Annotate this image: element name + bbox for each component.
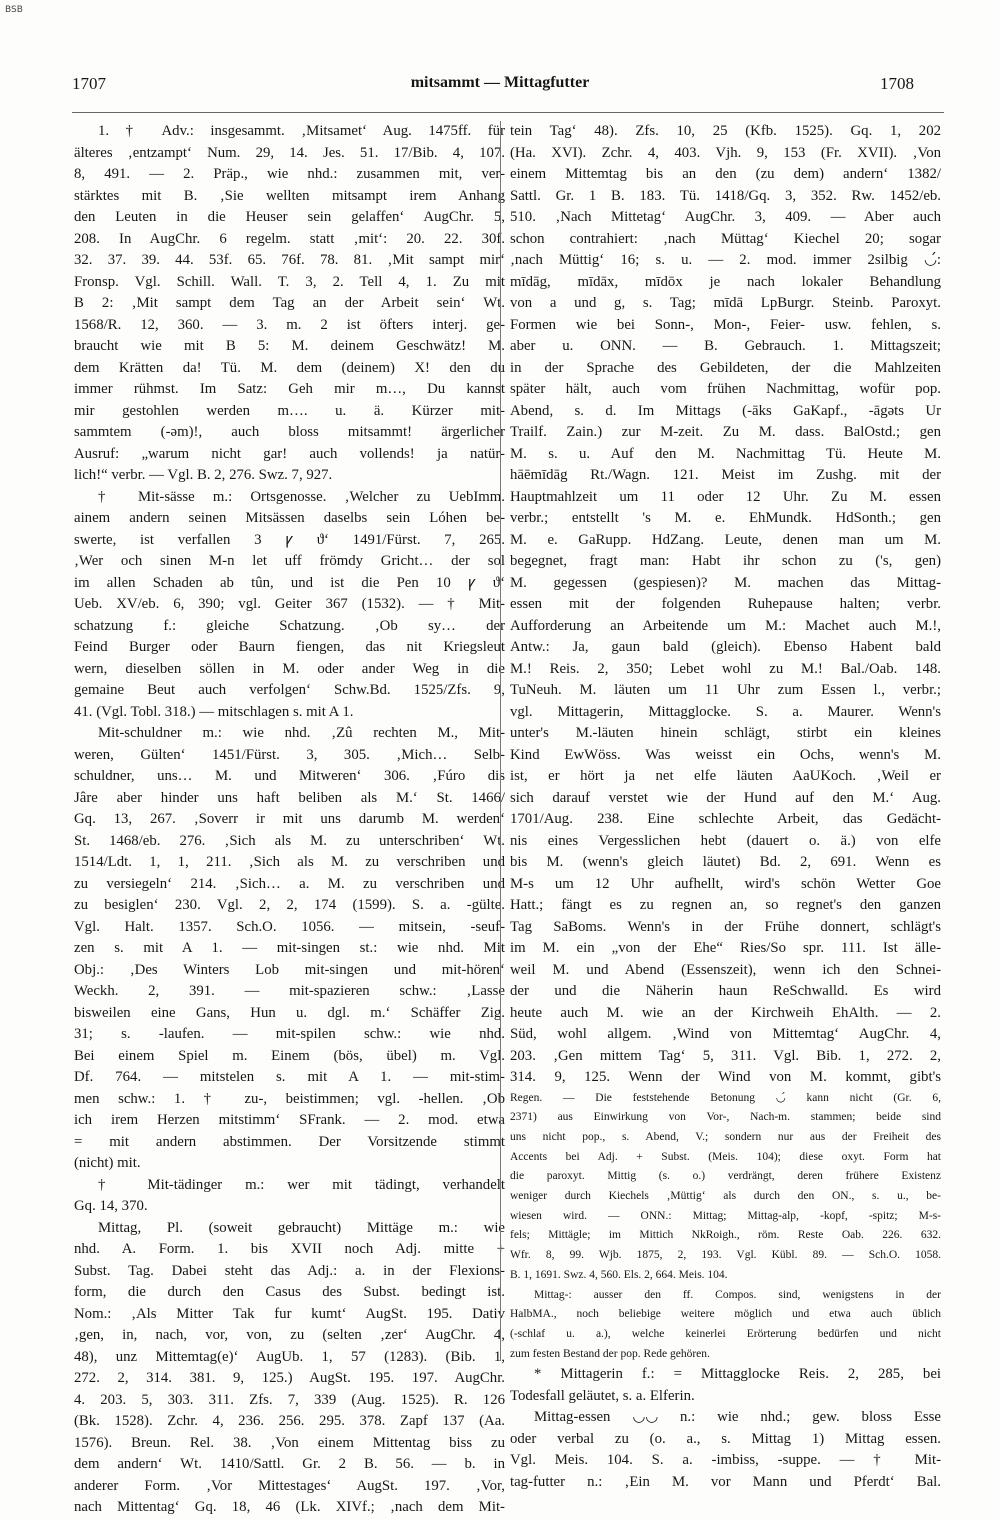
text-line: zum festen Bestand der pop. Rede gehören. [510,1347,710,1360]
text-line: Mittag-essen ◡◡ n.: wie nhd.; gew. bloss Esse [534,1409,941,1426]
text-line: 510. ‚Nach Mittetag‘ AugChr. 3, 409. — Aber auch [510,209,941,225]
text-line: Mittag-: ausser den ff. Compos. sind, wenigstens in der [534,1288,941,1301]
header-rule [72,112,944,113]
text-line: sich darauf verstet wie der Hund auf den M.‘ Aug. [510,789,941,806]
text-line: ich irem Herzen mitstimm‘ SFrank. — 2. mod. etwa [74,1112,505,1128]
text-line: M. e. GaRupp. HdZang. Leute, denen man um M. [510,531,941,548]
text-line: M. gegessen (gespiesen)? M. machen das Mittag- [510,574,941,591]
text-line: vgl. Mittagerin, Mittagglocke. S. a. Maurer. Wenn's [510,703,941,720]
text-line: einem Mittemtag bis an den (zu dem) andern‘ 1382/ [510,166,941,182]
text-line: nhd. A. Form. 1. bis XVII noch Adj. mitte + [74,1241,505,1257]
text-line: Sattl. Gr. 1 B. 183. Tü. 1418/Gq. 3, 352. Rw. 1452/eb. [510,187,941,204]
text-line: zen s. mit A 1. — mit-singen st.: wie nhd. Mit [74,940,505,956]
text-line: Subst. Tag. Dabei steht das Adj.: a. in der Flexions- [74,1262,505,1279]
text-line: in der Sprache des Gebildeten, der die Mahlzeiten [510,359,941,376]
text-line: schon contrahiert: ‚nach Müttag‘ Kiechel 20; sogar [510,230,941,247]
text-line: bis M. (wenn's gleich läutet) Bd. 2, 691. Wenn es [510,854,941,870]
text-line: von a und g, s. Tag; mīdā LpBurgr. Steinb. Paroxyt. [510,295,941,311]
text-line: braucht wie mit B 5: M. deinem Geschwätz! M. [74,338,505,354]
running-head: mitsammt — Mittagfutter [410,74,590,91]
text-line: weil M. und Abend (Essenszeit), wenn ich den Schnei- [510,961,941,978]
text-line: Obj.: ‚Des Winters Lob mit-singen und mit-hören‘ [74,961,505,978]
text-line: nis eines Vergesslichen hebt (dauert o. ä.) von elfe [510,832,941,849]
text-line: zu versiegeln‘ 214. ‚Sich… a. M. zu verschriben und [74,875,505,892]
text-line: 1514/Ldt. 1, 1, 211. ‚Sich als M. zu verschriben und [74,854,505,870]
text-line: 48), unz Mittemtag(e)‘ AugUb. 1, 57 (1283). (Bib. 1, [74,1348,505,1365]
text-line: ‚gen, in, nach, vor, von, zu (selten ‚zer‘ AugChr. 4, [74,1327,505,1343]
text-line: 41. (Vgl. Tobl. 318.) — mitschlagen s. mit A 1. [74,703,354,720]
text-line: heute auch M. wie an der Kirchweih EhAlth. — 2. [510,1004,941,1021]
text-line: bisweilen eine Gans, Hun u. dgl. m.‘ Schäffer Zig. [74,1004,505,1021]
text-line: stärktes mit B. ‚Sie wellten mitsampt irem Anhang [74,187,505,204]
text-line: Jâre aber hinder uns haft beliben als M.‘ St. 1466/ [74,789,505,806]
text-line: M. s. u. Auf den M. Nachmittag Tü. Heute M. [510,445,941,462]
text-line: Fronsp. Vgl. Schill. Wall. T. 3, 2. Tell 4, 1. Zu mit [74,273,505,290]
text-line: 2371) aus Einwirkung von Vor-, Nach-m. stammen; beide sind [510,1111,941,1124]
right-column [510,121,941,1490]
text-line: schuldner, uns… M. und Mitweren‘ 306. ‚Fúro dis [74,768,505,784]
text-line: verbr.; entstellt 's M. e. EhMundk. HdSonth.; gen [510,510,941,526]
text-line: die paroxyt. Mittig (s. o.) verdrängt, deren frühere Existenz [510,1170,941,1183]
text-line: 1701/Aug. 238. Eine schlechte Arbeit, das Gedächt- [510,811,941,827]
text-line: im M. ein „von der Ehe“ Ries/So spr. 111. Ist älle- [510,940,941,956]
text-line: HalbMA., noch beliebige weitere möglich und etwa auch üblich [510,1308,941,1321]
text-line: Df. 764. — mitstelen s. mit A 1. — mit-stim- [74,1069,505,1085]
text-line: * Mittagerin f.: = Mittagglocke Reis. 2, 285, bei [534,1366,941,1383]
text-line: (-schlaf u. a.), welche keinerlei Erörterung bedürfen und nicht [510,1327,941,1340]
text-line: Formen wie bei Sonn-, Mon-, Feier- usw. fehlen, s. [510,316,941,333]
text-line: aber u. ONN. — B. Gebrauch. 1. Mittagszeit; [510,338,941,354]
text-line: 8, 491. — 2. Präp., wie nhd.: zusammen mit, ver- [74,166,505,182]
text-line: Regen. — Die feststehende Betonung ◡́ kann nicht (Gr. 6, [510,1091,941,1104]
text-line: Süd, wohl allgem. ‚Wind von Mittemtag‘ AugChr. 4, [510,1026,941,1042]
text-line: (Bk. 1528). Zchr. 4, 236. 256. 295. 378. Zapf 137 (Aa. [74,1413,505,1429]
text-line: tein Tag‘ 48). Zfs. 10, 25 (Kfb. 1525). Gq. 1, 202 [510,123,941,139]
column-divider [500,121,501,1361]
text-line: ‚Wer och sinen M-n let uff frömdy Gricht… der sol [74,553,505,569]
text-line: M-s um 12 Uhr aufhellt, wird's schön Wetter Goe [510,875,941,892]
text-line: Nom.: ‚Als Mitter Tak fur kumt‘ AugSt. 195. Dativ [74,1305,505,1322]
text-line: Mittag, Pl. (soweit gebraucht) Mittäge m.: wie [98,1219,505,1236]
text-line: 1568/R. 12, 360. — 3. m. 2 ist öfters interj. ge- [74,316,505,333]
text-line: TuNeuh. M. läuten um 11 Uhr zum Essen l., verbr.; [510,682,941,698]
text-line: Mit-schuldner m.: wie nhd. ‚Zû rechten M., Mit- [98,725,505,741]
text-line: Weckh. 2, 391. — mit-spazieren schw.: ‚Lasse [74,983,505,999]
text-line: weren, Gülten‘ 1451/Fürst. 3, 305. ‚Mich… Selb- [74,746,505,763]
text-line: form, die durch den Casus des Subst. bedingt ist. [74,1284,505,1300]
text-line: schatzung f.: gleiche Schatzung. ‚Ob sy… der [74,617,505,634]
left-column [74,121,505,1515]
text-line: Antw.: Ja, gaun bald (gleich). Ebenso Habent bald [510,639,941,655]
text-line: 208. In AugChr. 6 regelm. statt ‚mit‘: 20. 22. 30f. [74,230,505,247]
page-number-left: 1707 [72,74,106,93]
text-line: Gq. 14, 370. [74,1198,148,1214]
text-line: Kind EwWöss. Was weisst ein Ochs, wenn's M. [510,746,941,763]
text-line: ist, er hört ja net elfe läuten AaUKoch. ‚Weil er [510,768,941,784]
text-line: Ausruf: „warum nicht gar! auch vollends! ja natür- [74,445,505,462]
text-line: wern, dieselben söllen in M. oder ander Weg in die [74,660,505,677]
text-line: St. 1468/eb. 276. ‚Sich als M. zu unterschriben‘ Wt. [74,832,505,849]
text-line: (Ha. XVI). Zchr. 4, 403. Vjh. 9, 153 (Fr. XVII). ‚Von [510,144,941,161]
text-line: lich!“ verbr. — Vgl. B. 2, 276. Swz. 7, 927. [74,467,333,483]
text-line: † Mit-sässe m.: Ortsgenosse. ‚Welcher zu UebImm. [98,488,505,505]
text-line: Wfr. 8, 99. Wjb. 1875, 2, 193. Vgl. Kübl. 89. — Sch.O. 1058. [510,1249,941,1262]
text-line: gemaine Beut auch verfolgen‘ Schw.Bd. 1525/Zfs. 9, [74,682,505,698]
text-line: men schw.: 1. † zu-, beistimmen; vgl. -hellen. ‚Ob [74,1090,505,1107]
text-line: im allen Schaden ab tûn, und ist die Pen 10 ꝩ ϑ‘ [74,574,505,591]
text-line: 314. 9, 125. Wenn der Wind von M. kommt, gibt's [510,1069,941,1085]
text-line: weniger durch Kiechels ‚Müttig‘ als durch den ON., s. u., be- [510,1190,941,1203]
text-line: ‚nach Müttig‘ 16; s. u. — 2. mod. immer 2silbig ◡́: [510,252,941,268]
text-line: Abend, s. d. Im Mittags (-āks GaKapf., -āgəts Ur [510,402,941,419]
text-line: dem andern‘ Wt. 1410/Sattl. Gr. 2 B. 56. — b. in [74,1456,505,1472]
text-line: der und die Näherin haun ReSchwalld. Es wird [510,983,941,999]
text-line: Todesfall geläutet, s. a. Elferin. [510,1387,695,1404]
text-line: Gq. 13, 267. ‚Soverr ir mit uns darumb M. werden‘ [74,811,505,827]
text-line: 4. 203. 5, 303. 311. Zfs. 7, 339 (Aug. 1525). R. 126 [74,1391,505,1408]
text-line: ainem andern seinen Mitsässen daselbs sein Lóhen be- [74,510,505,526]
text-line: Vgl. Meis. 104. S. a. -imbiss, -suppe. — † Mit- [510,1452,941,1469]
text-line: 32. 37. 39. 44. 53f. 65. 76f. 78. 81. ‚Mit sampt mir‘ [74,252,505,268]
text-line: zu besiglen‘ 230. Vgl. 2, 2, 174 (1599). S. a. -gülte. [74,897,505,913]
text-line: 1576). Breun. Rel. 38. ‚Von einem Mittentag biss zu [74,1434,505,1451]
text-line: unter's M.-läuten hinein schlägt, stirbt ein kleines [510,725,941,741]
text-line: Trailf. Zain.) zur M-zeit. Zu M. dass. BalOstd.; gen [510,424,941,440]
text-line: uns nicht pop., s. Abend, V.; sondern nur aus der Freiheit des [510,1130,941,1143]
text-line: swerte, ist verfallen 3 ꝩ ϑ‘ 1491/Fürst. 7, 265. [74,531,505,548]
text-line: Hauptmahlzeit um 11 oder 12 Uhr. Zu M. essen [510,488,941,505]
text-line: begegnet, fragt man: Habt ihr schon zu ('s, gen) [510,553,941,569]
text-line: essen mit der folgenden Ruhepause halten; verbr. [510,596,941,612]
text-line: † Mit-tädinger m.: wer mit tädingt, verhandelt [98,1176,505,1193]
text-line: = mit andern abstimmen. Der Vorsitzende stimmt [74,1133,505,1150]
text-line: 31; s. -laufen. — mit-spilen schw.: wie nhd. [74,1026,505,1042]
text-line: (nicht) mit. [74,1155,141,1171]
text-line: M.! Reis. 2, 350; Lebet wohl zu M.! Bal./Oab. 148. [510,660,941,677]
text-line: älteres ‚entzampt‘ Num. 29, 14. Jes. 51. 17/Bib. 4, 107. [74,144,505,161]
text-line: immer rühmst. Im Satz: Geh mir m…, Du kannst [74,381,505,397]
text-line: Tag SaBoms. Wenn's in der Frühe donnert, schlägt's [510,918,941,935]
text-line: später hält, auch vom frühen Nachmittag, wofür pop. [510,381,941,397]
text-line: mīdāg, mīdāx, mīdōx je nach lokaler Behandlung [510,273,941,290]
text-line: Ueb. XV/eb. 6, 390; vgl. Geiter 367 (1532). — † Mit- [74,596,505,612]
library-stamp: BSB [5,5,23,15]
text-line: nach Mittentag‘ Gq. 18, 46 (Lk. XIVf.; ‚nach dem Mit- [74,1499,505,1515]
text-line: hāēmīdāg Rt./Wagn. 121. Meist im Zushg. mit der [510,467,941,483]
text-line: mir gestohlen werden m…. u. ä. Kürzer mit- [74,402,505,419]
text-line: Accents bei Adj. + Subst. (Meis. 104); diese oxyt. Form hat [510,1150,941,1163]
text-line: B 2: ‚Mit sampt dem Tag an der Arbeit sein‘ Wt. [74,295,505,311]
text-line: Aufforderung an Arbeitende um M.: Machet auch M.!, [510,617,941,634]
text-line: den Leuten in die Heuser sein gelaffen‘ AugChr. 5, [74,209,505,225]
text-line: Feind Burger oder Baurn fiengen, das nit Kriegsleut [74,639,505,655]
text-line: B. 1, 1691. Swz. 4, 560. Els. 2, 664. Meis. 104. [510,1268,728,1281]
text-line: sammtem (-əm)!, auch bloss mitsammt! ärgerlicher [74,424,505,440]
text-line: oder verbal zu (o. a., s. Mittag 1) Mittag essen. [510,1430,941,1447]
text-line: wiesen wird. — ONN.: Mittag; Mittag-alp, -kopf, -spitz; M-s- [510,1209,941,1222]
page-number-right: 1708 [880,74,914,93]
text-line: tag-futter n.: ‚Ein M. vor Mann und Pferdt‘ Bal. [510,1473,941,1490]
text-line: Hatt.; fängt es zu regnen an, so regnet's den ganzen [510,897,941,913]
text-line: 272. 2, 314. 381. 9, 125.) AugSt. 195. 197. AugChr. [74,1370,505,1386]
text-line: anderer Form. ‚Vor Mittestages‘ AugSt. 197. ‚Vor, [74,1477,505,1494]
text-line: Vgl. Halt. 1357. Sch.O. 1056. — mitsein, -seuf- [74,918,505,935]
text-line: 203. ‚Gen mittem Tag‘ 5, 311. Vgl. Bib. 1, 272. 2, [510,1047,941,1064]
text-line: dem Krätten da! Tü. M. dem (deinem) X! den du [74,359,505,376]
text-line: fels; Mittägle; im Mittich NkRoigh., röm. Reste Oab. 226. 632. [510,1229,941,1242]
text-line: 1. † Adv.: insgesammt. ‚Mitsamet‘ Aug. 1475ff. für [98,123,505,139]
text-line: Bei einem Spiel m. Einem (bös, übel) m. Vgl. [74,1047,505,1064]
